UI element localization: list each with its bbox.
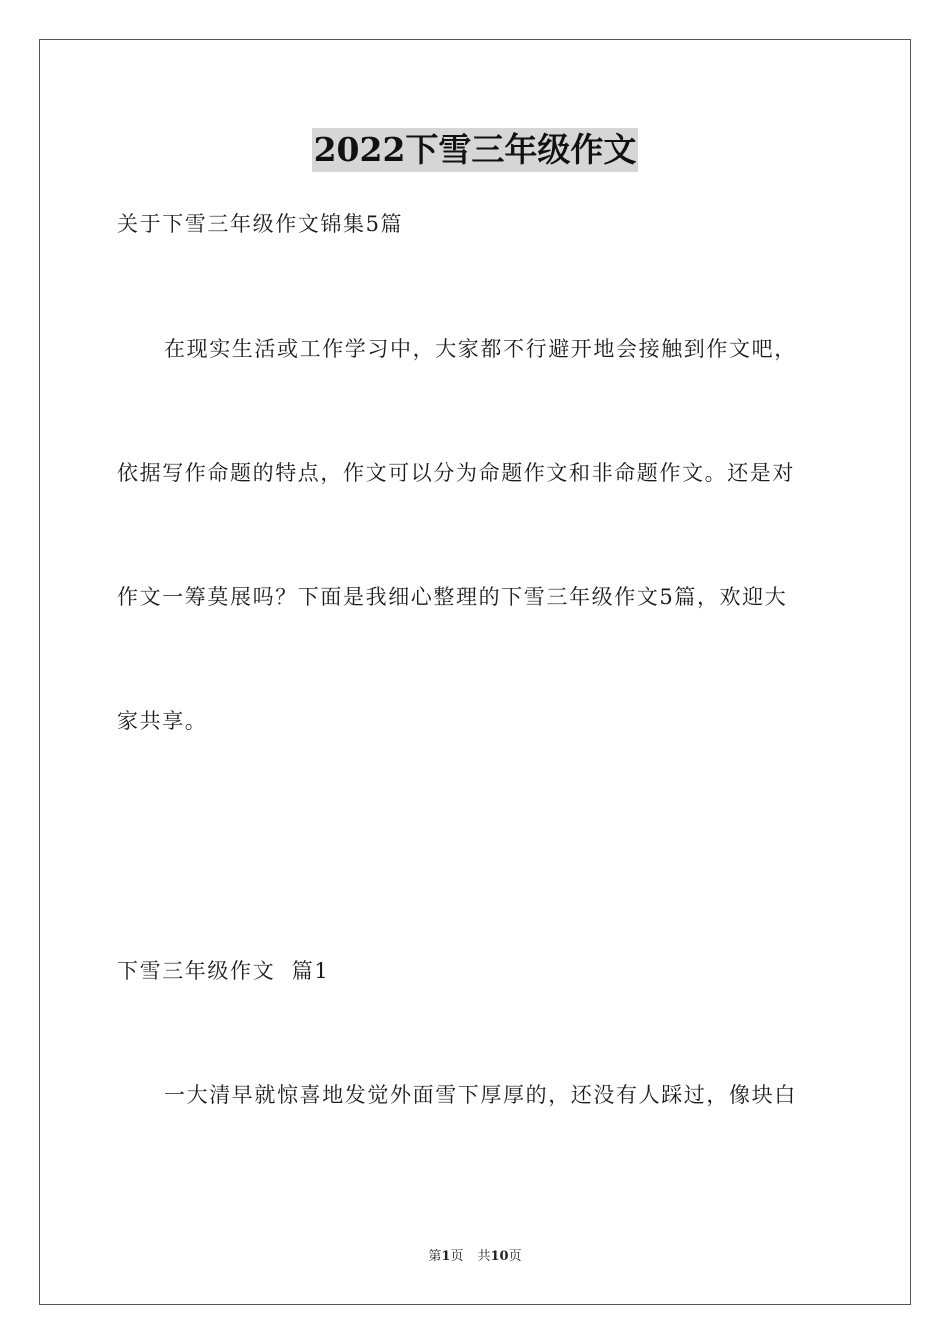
intro-line-4: 家共享。 [117,709,208,733]
page-footer [0,1248,950,1266]
footer-page-prefix: 第 [428,1249,442,1264]
footer-total-pages: 10 [490,1249,509,1264]
section-heading: 下雪三年级作文 篇1 [117,959,330,983]
footer-page-suffix: 页 [450,1249,464,1264]
intro-line-2: 依据写作命题的特点，作文可以分为命题作文和非命题作文。还是对 [117,461,795,485]
document-title [0,128,950,172]
intro-line-3: 作文一筹莫展吗？下面是我细心整理的下雪三年级作文5篇，欢迎大 [117,585,788,609]
section-first-line: 一大清早就惊喜地发觉外面雪下厚厚的，还没有人踩过，像块白 [164,1083,797,1107]
footer-total-prefix: 共 [477,1249,491,1264]
footer-page-number: 1 [441,1249,451,1264]
document-title-text: 2022下雪三年级作文 [312,128,639,172]
footer-total-suffix: 页 [508,1249,522,1264]
document-subtitle: 关于下雪三年级作文锦集5篇 [117,212,404,236]
intro-line-1: 在现实生活或工作学习中，大家都不行避开地会接触到作文吧， [164,337,797,361]
